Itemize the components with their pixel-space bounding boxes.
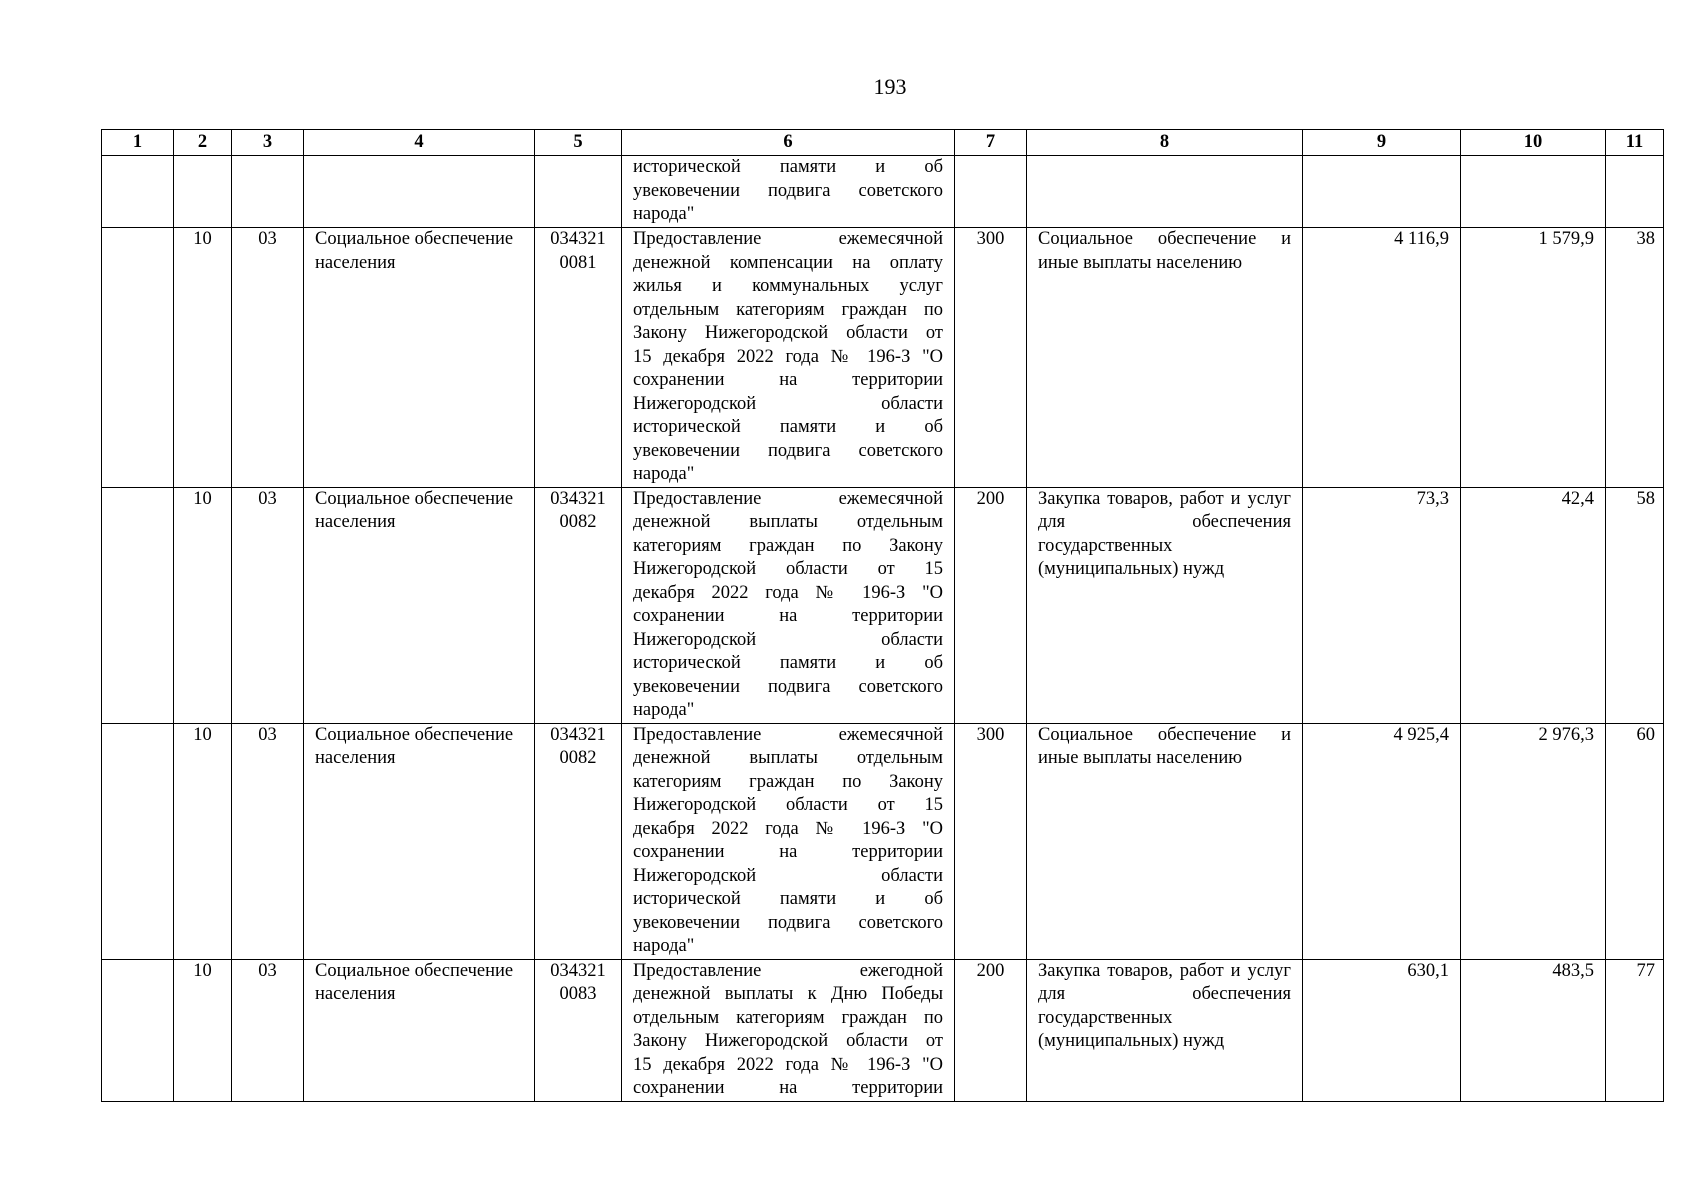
code-line: 034321	[550, 488, 606, 509]
cell-target-code	[535, 723, 622, 959]
description-line: декабря 2022 года № 196-З "О	[633, 818, 943, 839]
cell-target-code	[535, 228, 622, 488]
table-header-row	[102, 130, 1664, 156]
cell-empty	[1027, 156, 1303, 228]
description-line: 15 декабря 2022 года № 196-З "О	[633, 346, 943, 367]
description-line: Нижегородской области от 15	[633, 795, 943, 815]
cell-expense-type: 200	[955, 487, 1027, 723]
cell-expense-name: Социальное обеспечение и иные выплаты населению	[1027, 228, 1303, 488]
description-line: народа"	[633, 700, 695, 720]
description-line: жилья и коммунальных услуг	[633, 276, 943, 296]
description-line: Закону Нижегородской области от	[633, 323, 943, 343]
cell-description	[622, 487, 955, 723]
cell-section: 10	[174, 228, 232, 488]
cell-target-code	[535, 487, 622, 723]
description-line: увековечении подвига советского	[633, 440, 943, 461]
cell-section-name: Социальное обеспечение населения	[304, 228, 535, 488]
header-col-10: 10	[1461, 130, 1606, 156]
cell-subsection: 03	[232, 959, 304, 1101]
description-line: Предоставление ежемесячной	[633, 229, 943, 249]
cell-amount-actual: 2 976,3	[1461, 723, 1606, 959]
header-col-5: 5	[535, 130, 622, 156]
description-line: исторической памяти и об	[633, 157, 943, 177]
description-line: денежной выплаты отдельным	[633, 748, 943, 768]
code-line: 0082	[559, 748, 597, 768]
cell-expense-type: 300	[955, 228, 1027, 488]
cell-empty	[1303, 156, 1461, 228]
cell-description	[622, 156, 955, 228]
description-line: Предоставление ежегодной	[633, 960, 943, 981]
description-line: денежной выплаты отдельным	[633, 512, 943, 532]
table-row	[102, 228, 1664, 488]
table-row	[102, 959, 1664, 1101]
cell-empty	[1461, 156, 1606, 228]
cell-section-name: Социальное обеспечение населения	[304, 959, 535, 1101]
description-line: отдельным категориям граждан по	[633, 299, 943, 320]
header-col-11: 11	[1606, 130, 1664, 156]
description-line: народа"	[633, 464, 695, 484]
header-col-2: 2	[174, 130, 232, 156]
cell-expense-name: Закупка товаров, работ и услуг для обеспечения государственных (муниципальных) нужд	[1027, 959, 1303, 1101]
cell-empty	[102, 156, 174, 228]
description-line: декабря 2022 года № 196-З "О	[633, 582, 943, 603]
description-line: народа"	[633, 204, 695, 224]
cell-subsection: 03	[232, 723, 304, 959]
description-line: увековечении подвига советского	[633, 180, 943, 201]
cell-subsection: 03	[232, 228, 304, 488]
cell-subsection: 03	[232, 487, 304, 723]
cell-section: 10	[174, 723, 232, 959]
code-line: 0082	[559, 512, 597, 532]
description-line: Нижегородской области	[633, 629, 943, 650]
cell-col-1	[102, 723, 174, 959]
cell-percent: 38	[1606, 228, 1664, 488]
description-line: народа"	[633, 936, 695, 956]
description-line: исторической памяти и об	[633, 653, 943, 673]
description-line: категориям граждан по Закону	[633, 535, 943, 556]
header-col-6: 6	[622, 130, 955, 156]
cell-amount-plan: 73,3	[1303, 487, 1461, 723]
description-line: денежной выплаты к Дню Победы	[633, 984, 943, 1004]
cell-empty	[304, 156, 535, 228]
table-row	[102, 487, 1664, 723]
cell-description	[622, 959, 955, 1101]
description-line: сохранении на территории	[633, 606, 943, 626]
cell-percent: 60	[1606, 723, 1664, 959]
cell-expense-type: 200	[955, 959, 1027, 1101]
cell-empty	[535, 156, 622, 228]
code-line: 0081	[559, 252, 597, 273]
cell-amount-plan: 4 925,4	[1303, 723, 1461, 959]
header-col-3: 3	[232, 130, 304, 156]
page-number: 193	[873, 74, 907, 99]
cell-section-name: Социальное обеспечение населения	[304, 487, 535, 723]
header-col-4: 4	[304, 130, 535, 156]
description-line: Предоставление ежемесячной	[633, 488, 943, 509]
cell-expense-type: 300	[955, 723, 1027, 959]
budget-table	[101, 129, 1664, 1102]
cell-percent: 77	[1606, 959, 1664, 1101]
description-line: исторической памяти и об	[633, 889, 943, 909]
cell-col-1	[102, 228, 174, 488]
cell-section: 10	[174, 959, 232, 1101]
cell-amount-actual: 1 579,9	[1461, 228, 1606, 488]
description-line: денежной компенсации на оплату	[633, 252, 943, 273]
cell-expense-name: Социальное обеспечение и иные выплаты населению	[1027, 723, 1303, 959]
description-line: увековечении подвига советского	[633, 912, 943, 933]
description-line: отдельным категориям граждан по	[633, 1007, 943, 1028]
header-col-8: 8	[1027, 130, 1303, 156]
description-line: сохранении на территории	[633, 370, 943, 390]
cell-empty	[174, 156, 232, 228]
cell-col-1	[102, 959, 174, 1101]
header-col-9: 9	[1303, 130, 1461, 156]
description-line: сохранении на территории	[633, 1078, 943, 1098]
cell-section-name: Социальное обеспечение населения	[304, 723, 535, 959]
code-line: 034321	[550, 960, 606, 981]
description-line: Предоставление ежемесячной	[633, 724, 943, 745]
code-line: 034321	[550, 229, 606, 249]
cell-amount-plan: 4 116,9	[1303, 228, 1461, 488]
description-line: исторической памяти и об	[633, 417, 943, 437]
cell-empty	[232, 156, 304, 228]
description-line: категориям граждан по Закону	[633, 771, 943, 792]
description-line: Нижегородской области	[633, 865, 943, 886]
code-line: 034321	[550, 724, 606, 745]
cell-section: 10	[174, 487, 232, 723]
table-row-continuation	[102, 156, 1664, 228]
code-line: 0083	[559, 984, 597, 1004]
description-line: увековечении подвига советского	[633, 676, 943, 697]
cell-amount-actual: 483,5	[1461, 959, 1606, 1101]
description-line: Закону Нижегородской области от	[633, 1031, 943, 1051]
cell-percent: 58	[1606, 487, 1664, 723]
cell-target-code	[535, 959, 622, 1101]
description-line: 15 декабря 2022 года № 196-З "О	[633, 1054, 943, 1075]
cell-description	[622, 228, 955, 488]
cell-description	[622, 723, 955, 959]
cell-empty	[1606, 156, 1664, 228]
cell-expense-name: Закупка товаров, работ и услуг для обеспечения государственных (муниципальных) нужд	[1027, 487, 1303, 723]
description-line: сохранении на территории	[633, 842, 943, 862]
description-line: Нижегородской области	[633, 393, 943, 414]
table-row	[102, 723, 1664, 959]
cell-empty	[955, 156, 1027, 228]
cell-amount-actual: 42,4	[1461, 487, 1606, 723]
cell-col-1	[102, 487, 174, 723]
header-col-1: 1	[102, 130, 174, 156]
description-line: Нижегородской области от 15	[633, 559, 943, 579]
header-col-7: 7	[955, 130, 1027, 156]
cell-amount-plan: 630,1	[1303, 959, 1461, 1101]
